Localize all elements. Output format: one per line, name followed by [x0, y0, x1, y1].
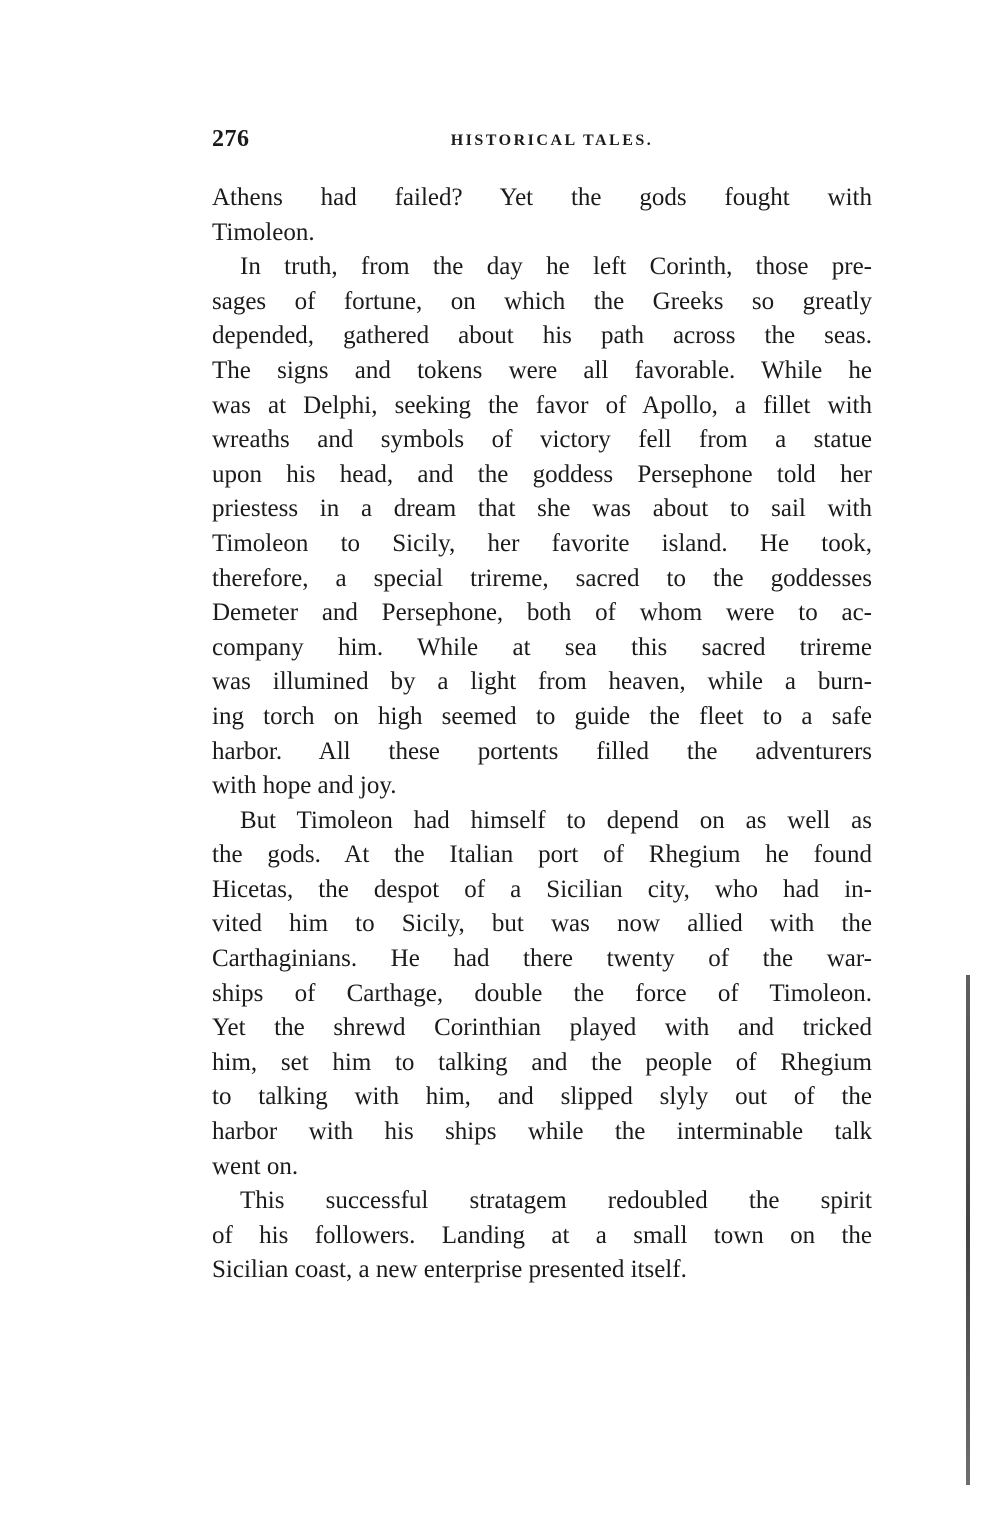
text-line: depended, gathered about his path across the seas. [212, 322, 872, 350]
text-line: the gods. At the Italian port of Rhegium he found [212, 841, 872, 869]
text-line: company him. While at sea this sacred trireme [212, 633, 872, 661]
text-line: Timoleon. [212, 218, 315, 246]
paragraph [212, 804, 872, 1185]
text-line: vited him to Sicily, but was now allied with the [212, 910, 872, 938]
text-line: This successful stratagem redoubled the spirit [240, 1187, 872, 1215]
text-line: him, set him to talking and the people of Rhegium [212, 1048, 872, 1076]
text-line: went on. [212, 1152, 299, 1180]
text-line: In truth, from the day he left Corinth, those pre- [240, 253, 872, 281]
text-line: Yet the shrewd Corinthian played with and tricked [212, 1014, 872, 1042]
text-line: with hope and joy. [212, 772, 397, 800]
text-line: to talking with him, and slipped slyly out of the [212, 1083, 872, 1111]
paragraph [212, 1184, 872, 1288]
page-header [212, 126, 872, 158]
text-line: ships of Carthage, double the force of Timoleon. [212, 979, 872, 1007]
text-line: was at Delphi, seeking the favor of Apollo, a fillet with [212, 391, 872, 419]
text-line: wreaths and symbols of victory fell from a statue [212, 426, 872, 454]
text-line: harbor. All these portents filled the adventurers [212, 737, 872, 765]
text-line: upon his head, and the goddess Persephone told her [212, 460, 872, 488]
text-line: Timoleon to Sicily, her favorite island. He took, [212, 529, 872, 557]
body-text [212, 181, 872, 1288]
text-line: ing torch on high seemed to guide the fleet to a safe [212, 702, 872, 730]
text-line: Hicetas, the despot of a Sicilian city, who had in- [212, 875, 872, 903]
text-line: Carthaginians. He had there twenty of the war- [212, 945, 872, 973]
text-line: was illumined by a light from heaven, while a burn- [212, 668, 872, 696]
page-number: 276 [212, 126, 250, 152]
margin-scan-rule [966, 975, 970, 1485]
text-line: of his followers. Landing at a small town on the [212, 1221, 872, 1249]
text-line: therefore, a special trireme, sacred to the goddesses [212, 564, 872, 592]
text-line: priestess in a dream that she was about to sail with [212, 495, 872, 523]
text-line: sages of fortune, on which the Greeks so greatly [212, 287, 872, 315]
text-line: Sicilian coast, a new enterprise presented itself. [212, 1256, 687, 1284]
text-line: The signs and tokens were all favorable. While he [212, 356, 872, 384]
text-line: Athens had failed? Yet the gods fought with [212, 184, 872, 211]
running-head: HISTORICAL TALES. [450, 132, 654, 149]
text-line: But Timoleon had himself to depend on as well as [240, 806, 872, 834]
paragraph [212, 181, 872, 250]
text-line: harbor with his ships while the interminable talk [212, 1118, 872, 1146]
text-line: Demeter and Persephone, both of whom were to ac- [212, 599, 872, 627]
paragraph [212, 250, 872, 804]
